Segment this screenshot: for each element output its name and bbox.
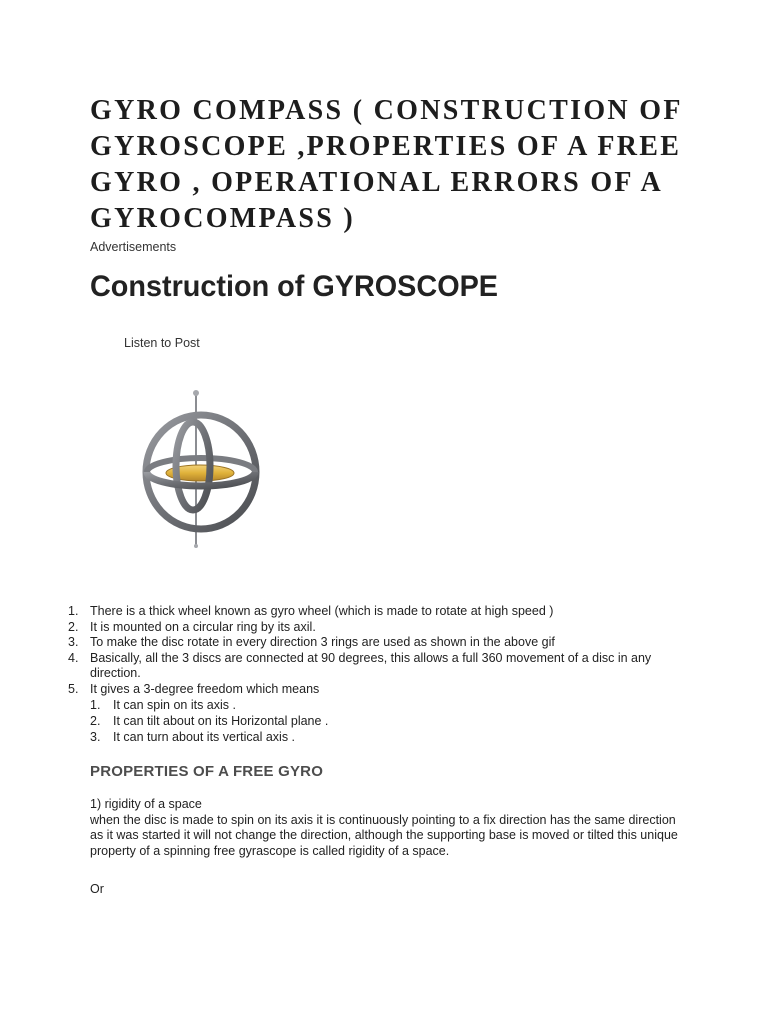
sublist-number: 3. [90, 730, 101, 744]
or-text: Or [90, 882, 104, 896]
list-item-text: It gives a 3-degree freedom which means [90, 681, 320, 696]
list-item-text: It is mounted on a circular ring by its axil. [90, 619, 316, 634]
sublist-item-text: It can spin on its axis . [113, 698, 236, 712]
gyroscope-image [136, 386, 266, 552]
list-number: 5. [68, 681, 79, 696]
property-label: 1) rigidity of a space [90, 797, 202, 811]
list-item [48, 682, 688, 746]
list-number: 2. [68, 619, 79, 634]
list-item [48, 635, 688, 651]
list-number: 3. [68, 635, 79, 649]
sublist-number: 2. [90, 714, 101, 728]
list-number: 4. [68, 650, 79, 665]
list-item-text: Basically, all the 3 discs are connected at 90 degrees, this allows a full 360 movement of a disc in any direction. [90, 650, 652, 680]
list-item-text: There is a thick wheel known as gyro wheel (which is made to rotate at high speed ) [90, 604, 554, 618]
property-description: when the disc is made to spin on its axis it is continuously pointing to a fix direction has the same direction as it was started it will not change the direction, although the supporting base is moved or tilted this unique property of a spinning free gyrascope is called rigidity of a space. [90, 812, 678, 858]
list-item [48, 604, 688, 620]
advertisements-label: Advertisements [90, 240, 177, 254]
listen-to-post-link[interactable]: Listen to Post [124, 336, 200, 350]
sublist-item-text: It can tilt about on its Horizontal plane . [113, 714, 329, 728]
sublist-item [90, 697, 688, 713]
list-item [48, 651, 688, 682]
properties-heading: PROPERTIES OF A FREE GYRO [90, 763, 324, 780]
sublist-item [90, 729, 688, 745]
list-item-text: To make the disc rotate in every direction 3 rings are used as shown in the above gif [90, 635, 555, 649]
sublist-number: 1. [90, 698, 101, 712]
freedom-sublist [90, 697, 688, 745]
sublist-item-text: It can turn about its vertical axis . [113, 730, 296, 744]
section-heading-construction: Construction of GYROSCOPE [90, 270, 499, 303]
article-title: GYRO COMPASS ( CONSTRUCTION OF GYROSCOPE ,PROPERTIES OF A FREE GYRO , OPERATIONAL ERRORS OF A GYROCOMPASS ) [90, 95, 682, 234]
gyroscope-icon [136, 386, 266, 552]
list-item [48, 620, 688, 636]
construction-list [48, 604, 688, 745]
list-number: 1. [68, 604, 79, 618]
sublist-item [90, 713, 688, 729]
properties-body [90, 797, 680, 859]
